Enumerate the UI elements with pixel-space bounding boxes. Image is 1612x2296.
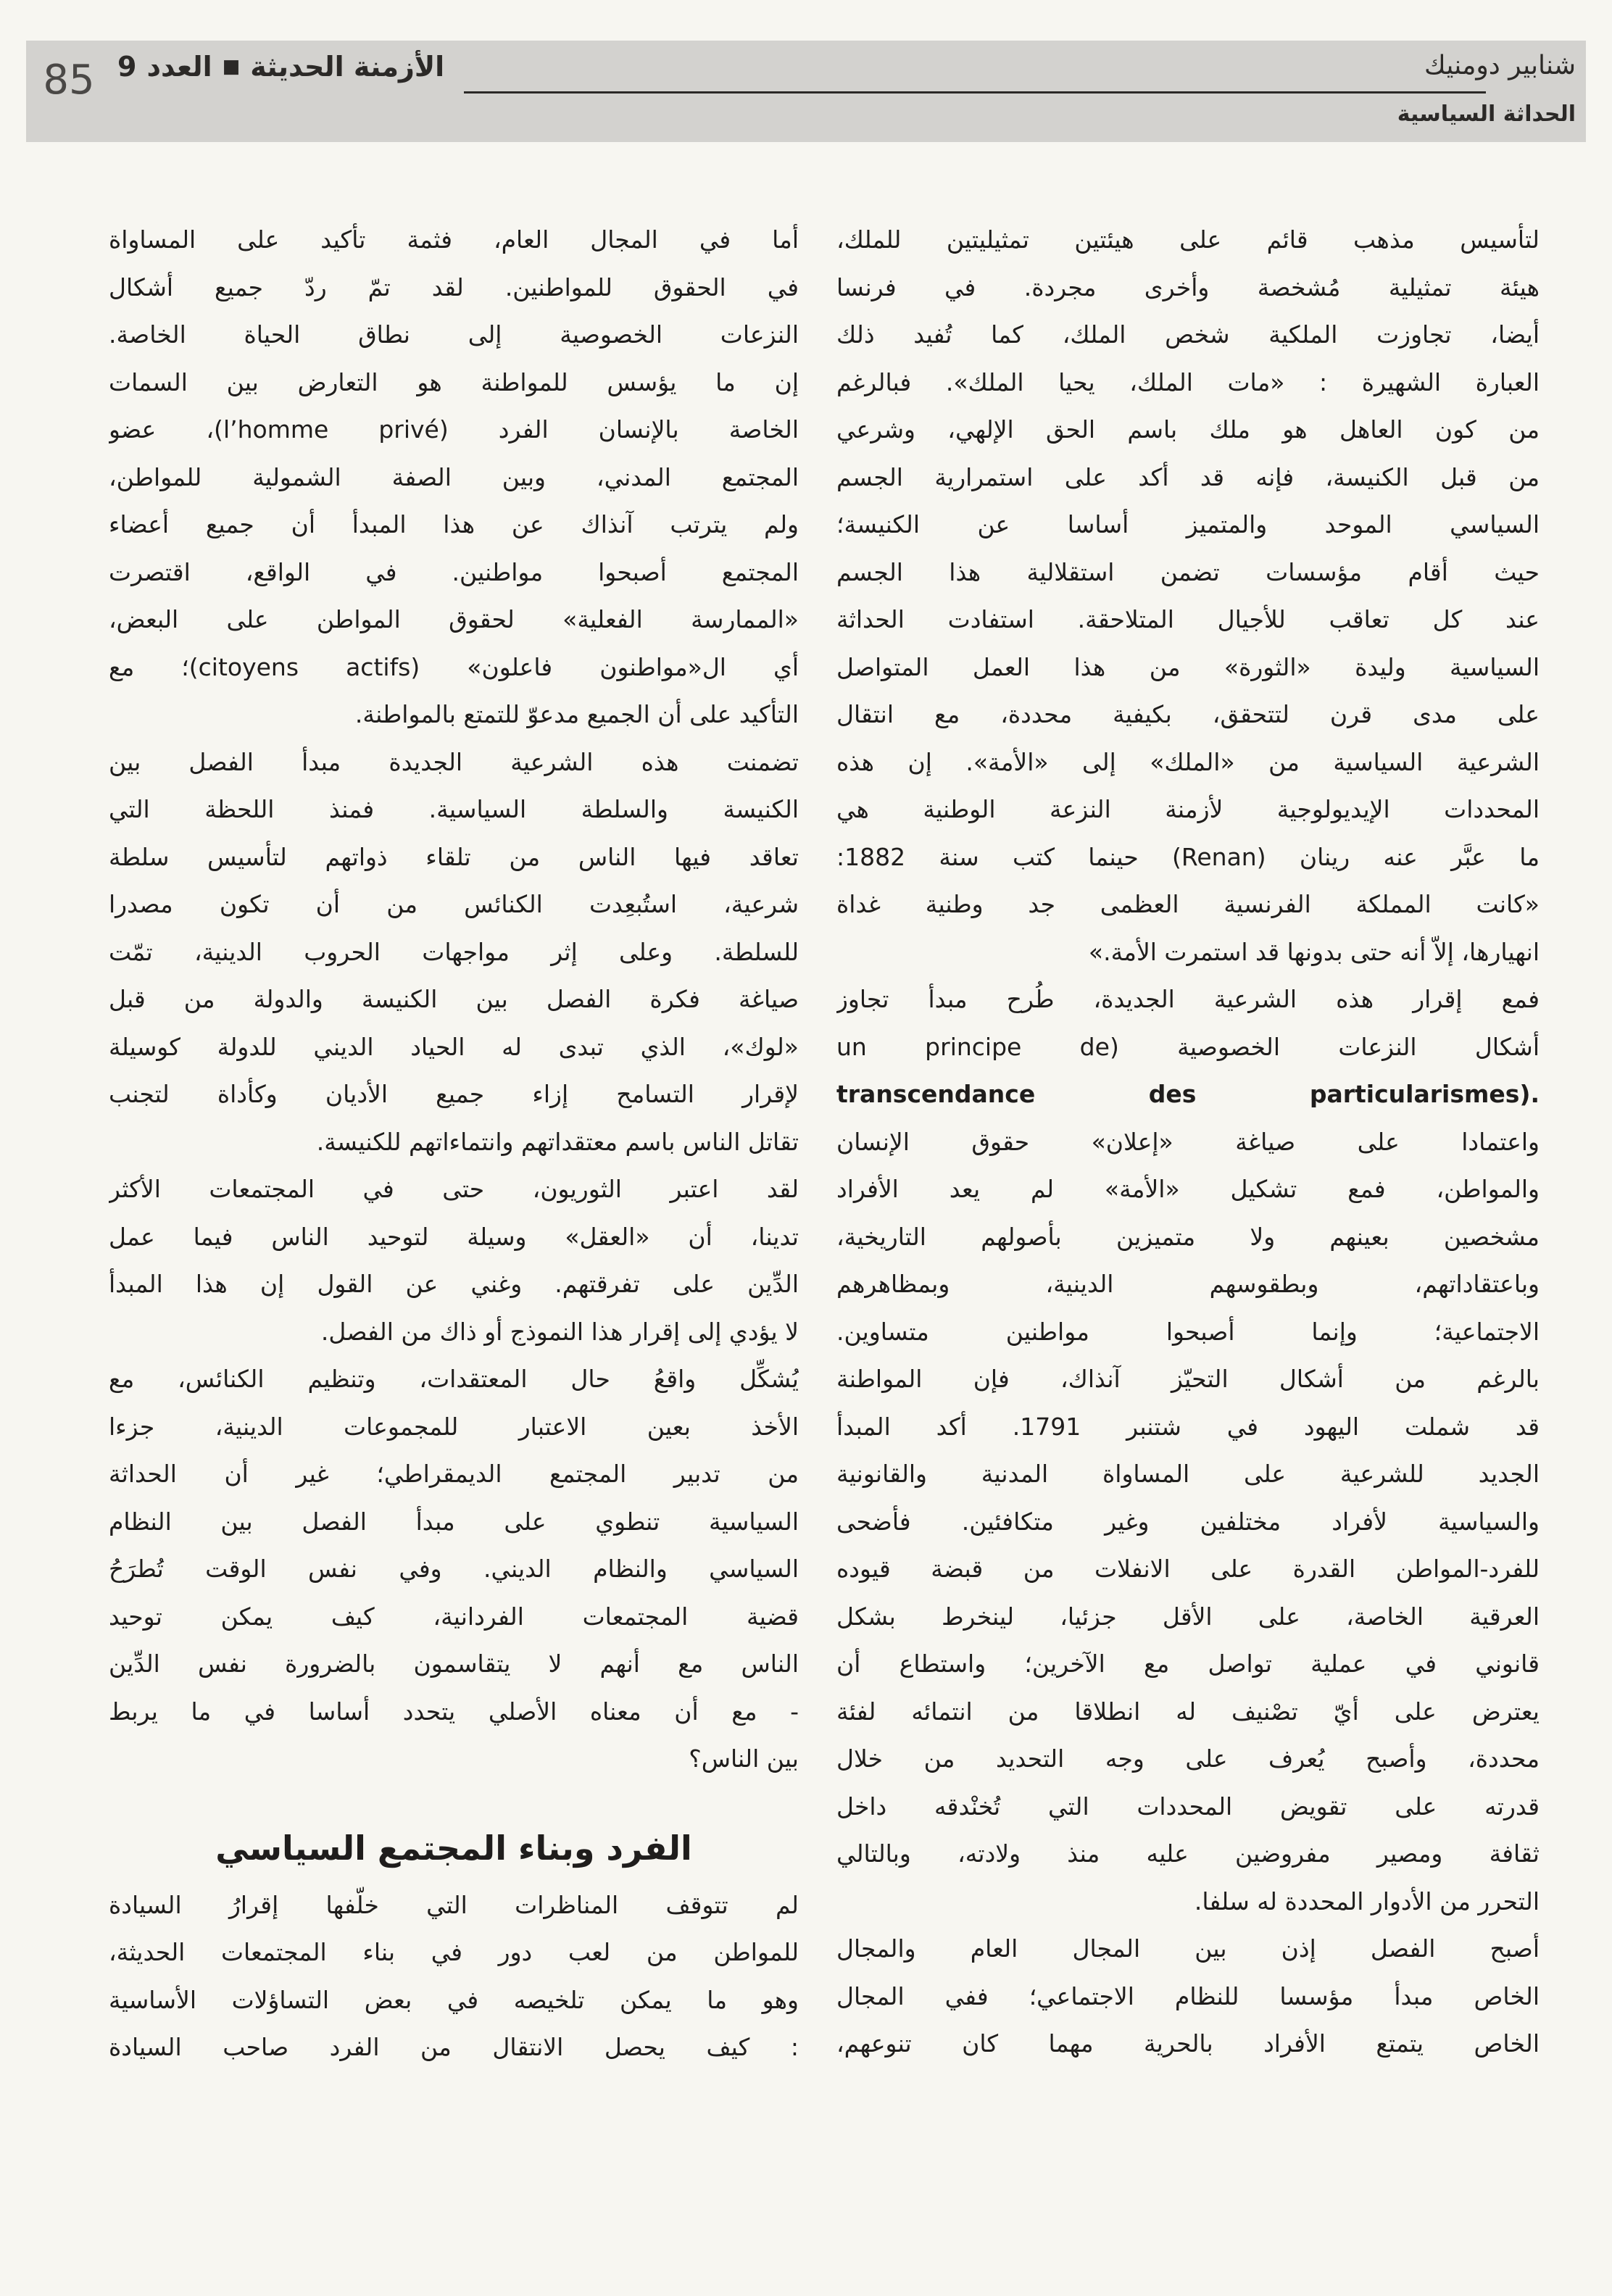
text-line: الأخذ بعين الاعتبار للمجموعات الدينية، جزءا	[109, 1412, 799, 1441]
text-line: أيضا، تجاوزت الملكية شخص الملك، كما تُفيد ذلك	[836, 320, 1540, 349]
text-line: تعاقد فيها الناس من تلقاء ذواتهم لتأسيس سلطة	[109, 842, 799, 871]
text-line: إن ما يؤسس للمواطنة هو التعارض بين السمات	[109, 367, 799, 396]
text-line: من قبل الكنيسة، فإنه قد أكد على استمرارية الجسم	[836, 462, 1540, 491]
text-line: من تدبير المجتمع الديمقراطي؛ غير أن الحداثة	[109, 1460, 799, 1488]
journal-title: الأزمنة الحديثة	[250, 51, 445, 83]
text-line: للمواطن من لعب دور في بناء المجتمعات الحديثة،	[109, 1938, 799, 1966]
issue-number: 9	[117, 51, 137, 83]
text-line: أما في المجال العام، فثمة تأكيد على المساواة	[109, 225, 799, 254]
text-line: قانوني في عملية تواصل مع الآخرين؛ واستطاع أن	[836, 1650, 1540, 1678]
text-line: الخاص مبدأ مؤسسا للنظام الاجتماعي؛ ففي المجال	[836, 1981, 1540, 2010]
author-name: شنابير دومنيك	[1424, 51, 1576, 80]
text-line: المجتمع المدني، وبين الصفة الشمولية للمواطن،	[109, 462, 799, 491]
text-line: يعترض على أيّ تصْنيف له انطلاقا من انتمائه لفئة	[836, 1697, 1540, 1726]
text-line: يُشكِّل واقعُ حال المعتقدات، وتنظيم الكنائس، مع	[109, 1365, 799, 1393]
text-line: أصبح الفصل إذن بين المجال العام والمجال	[836, 1934, 1540, 1963]
text-line: المجتمع أصبحوا مواطنين. في الواقع، اقتصرت	[109, 557, 799, 586]
text-line: السياسي والنظام الديني. وفي نفس الوقت تُطرَحُ	[109, 1555, 799, 1583]
text-line: التأكيد على أن الجميع مدعوّ للتمتع بالمواطنة.	[354, 700, 799, 728]
text-line: لإقرار التسامح إزاء جميع الأديان وكأداة لتجنب	[109, 1080, 799, 1108]
text-line: انهيارها، إلاّ أنه حتى بدونها قد استمرت الأمة.»	[1088, 937, 1540, 966]
text-line: تدينا، أن «العقل» وسيلة لتوحيد الناس فيما عمل	[109, 1222, 799, 1251]
right-column	[836, 216, 1540, 2068]
text-line: على مدى قرن لتتحقق، بكيفية محددة، مع انتقال	[836, 700, 1540, 728]
text-line: فمع إقرار هذه الشرعية الجديدة، طُرح مبدأ تجاوز	[836, 985, 1540, 1013]
text-line: الجديد للشرعية على المساواة المدنية والقانونية	[836, 1460, 1540, 1488]
text-line: في الحقوق للمواطنين. لقد تمّ ردّ جميع أشكال	[109, 273, 799, 301]
text-line: أي ال«مواطنون فاعلون» (citoyens actifs)؛ مع	[109, 652, 799, 681]
section-title: الحداثة السياسية	[1397, 101, 1576, 127]
text-line: بين الناس؟	[689, 1744, 799, 1773]
text-line: هيئة تمثيلية مُشخصة وأخرى مجردة. في فرنسا	[836, 273, 1540, 301]
text-line: التحرر من الأدوار المحددة له سلفا.	[1194, 1887, 1540, 1916]
text-line: العرقية الخاصة، على الأقل جزئيا، لينخرط بشكل	[836, 1602, 1540, 1631]
text-line: السياسية تنطوي على مبدأ الفصل بين النظام	[109, 1507, 799, 1536]
text-line: وهو ما يمكن تلخيصه في بعض التساؤلات الأساسية	[109, 1985, 799, 2014]
text-line: العبارة الشهيرة : «مات الملك، يحيا الملك». فبالرغم	[836, 367, 1540, 396]
text-line: صياغة فكرة الفصل بين الكنيسة والدولة من قبل	[109, 985, 799, 1013]
text-line: لا يؤدي إلى إقرار هذا النموذج أو ذاك من الفصل.	[320, 1317, 799, 1346]
text-line: الخاص يتمتع الأفراد بالحرية مهما كان تنوعهم،	[836, 2029, 1540, 2058]
text-line: السياسية وليدة «الثورة» من هذا العمل المتواصل	[836, 652, 1540, 681]
text-line: الناس مع أنهم لا يتقاسمون بالضرورة نفس الدِّين	[109, 1650, 799, 1678]
text-line: والسياسية لأفراد مختلفين وغير متكافئين. فأضحى	[836, 1507, 1540, 1536]
text-line: ما عبَّر عنه رينان (Renan) حينما كتب سنة 1882:	[836, 842, 1540, 871]
text-line: قدرته على تقويض المحددات التي تُخنْدقه داخل	[836, 1792, 1540, 1821]
text-line: السياسي الموحد والمتميز أساسا عن الكنيسة؛	[836, 510, 1540, 538]
text-line: لقد اعتبر الثوريون، حتى في المجتمعات الأكثر	[109, 1175, 799, 1203]
journal-title-group	[117, 51, 444, 83]
text-line: حيث أقام مؤسسات تضمن استقلالية هذا الجسم	[836, 557, 1540, 586]
text-line: الشرعية السياسية من «الملك» إلى «الأمة». إن هذه	[836, 747, 1540, 776]
text-line-latin: transcendance des particularismes).	[836, 1080, 1540, 1108]
separator-square-icon: ■	[222, 56, 241, 78]
page-number: 85	[43, 56, 95, 104]
text-line: الاجتماعية؛ وإنما أصبحوا مواطنين متساوين.	[836, 1317, 1540, 1346]
text-line: للفرد-المواطن القدرة على الانفلات من قبضة قيوده	[836, 1555, 1540, 1583]
text-line: من كون العاهل هو ملك باسم الحق الإلهي، وشرعي	[836, 415, 1540, 444]
section-heading: الفرد وبناء المجتمع السياسي	[215, 1828, 692, 1868]
text-line: مشخصين بعينهم ولا متميزين بأصولهم التاريخية،	[836, 1222, 1540, 1251]
text-line: الخاصة بالإنسان الفرد (l’homme privé)، عضو	[109, 415, 799, 444]
text-line: - مع أن معناه الأصلي يتحدد أساسا في ما يربط	[109, 1697, 799, 1726]
text-line: تقاتل الناس باسم معتقداتهم وانتماءاتهم للكنيسة.	[316, 1127, 799, 1156]
text-line: واعتمادا على صياغة «إعلان» حقوق الإنسان	[836, 1127, 1540, 1156]
text-line: وباعتقاداتهم، وبطقوسهم الدينية، وبمظاهرهم	[836, 1270, 1540, 1298]
text-line: للسلطة. وعلى إثر مواجهات الحروب الدينية، تمّت	[109, 937, 799, 966]
text-line: «لوك»، الذي تبدى له الحياد الديني للدولة كوسيلة	[109, 1032, 799, 1061]
text-line: ثقافة ومصير مفروضين عليه منذ ولادته، وبالتالي	[836, 1839, 1540, 1868]
text-line: الكنيسة والسلطة السياسية. فمنذ اللحظة التي	[109, 795, 799, 823]
text-line: : كيف يحصل الانتقال من الفرد صاحب السيادة	[109, 2033, 799, 2061]
text-line: أشكال النزعات الخصوصية (un principe de	[836, 1032, 1540, 1061]
text-line: الدِّين على تفرقتهم. وغني عن القول إن هذا المبدأ	[109, 1270, 799, 1298]
text-line: قد شملت اليهود في شتنبر 1791. أكد المبدأ	[836, 1412, 1540, 1441]
issue-label: العدد	[146, 51, 212, 83]
text-line: «كانت المملكة الفرنسية العظمى جد وطنية غداة	[836, 890, 1540, 918]
text-line: شرعية، استُبعِدت الكنائس من أن تكون مصدرا	[109, 890, 799, 918]
text-line: قضية المجتمعات الفردانية، كيف يمكن توحيد	[109, 1602, 799, 1631]
text-line: تضمنت هذه الشرعية الجديدة مبدأ الفصل بين	[109, 747, 799, 776]
text-line: محددة، وأصبح يُعرف على وجه التحديد من خلال	[836, 1744, 1540, 1773]
text-line: «الممارسة الفعلية» لحقوق المواطن على البعض،	[109, 605, 799, 633]
text-line: لتأسيس مذهب قائم على هيئتين تمثيليتين للملك،	[836, 225, 1540, 254]
text-line: والمواطن، فمع تشكيل «الأمة» لم يعد الأفراد	[836, 1175, 1540, 1203]
left-column	[109, 216, 799, 2071]
text-line: بالرغم من أشكال التحيّز آنذاك، فإن المواطنة	[836, 1365, 1540, 1393]
text-line: النزعات الخصوصية إلى نطاق الحياة الخاصة.	[109, 320, 799, 349]
text-line: المحددات الإيديولوجية لأزمنة النزعة الوطنية هي	[836, 795, 1540, 823]
text-line: ولم يترتب آنذاك عن هذا المبدأ أن جميع أعضاء	[109, 510, 799, 538]
header-rule	[464, 91, 1486, 93]
text-line: عند كل تعاقب للأجيال المتلاحقة. استفادت الحداثة	[836, 605, 1540, 633]
text-line: لم تتوقف المناظرات التي خلّفها إقرارُ السيادة	[109, 1890, 799, 1919]
